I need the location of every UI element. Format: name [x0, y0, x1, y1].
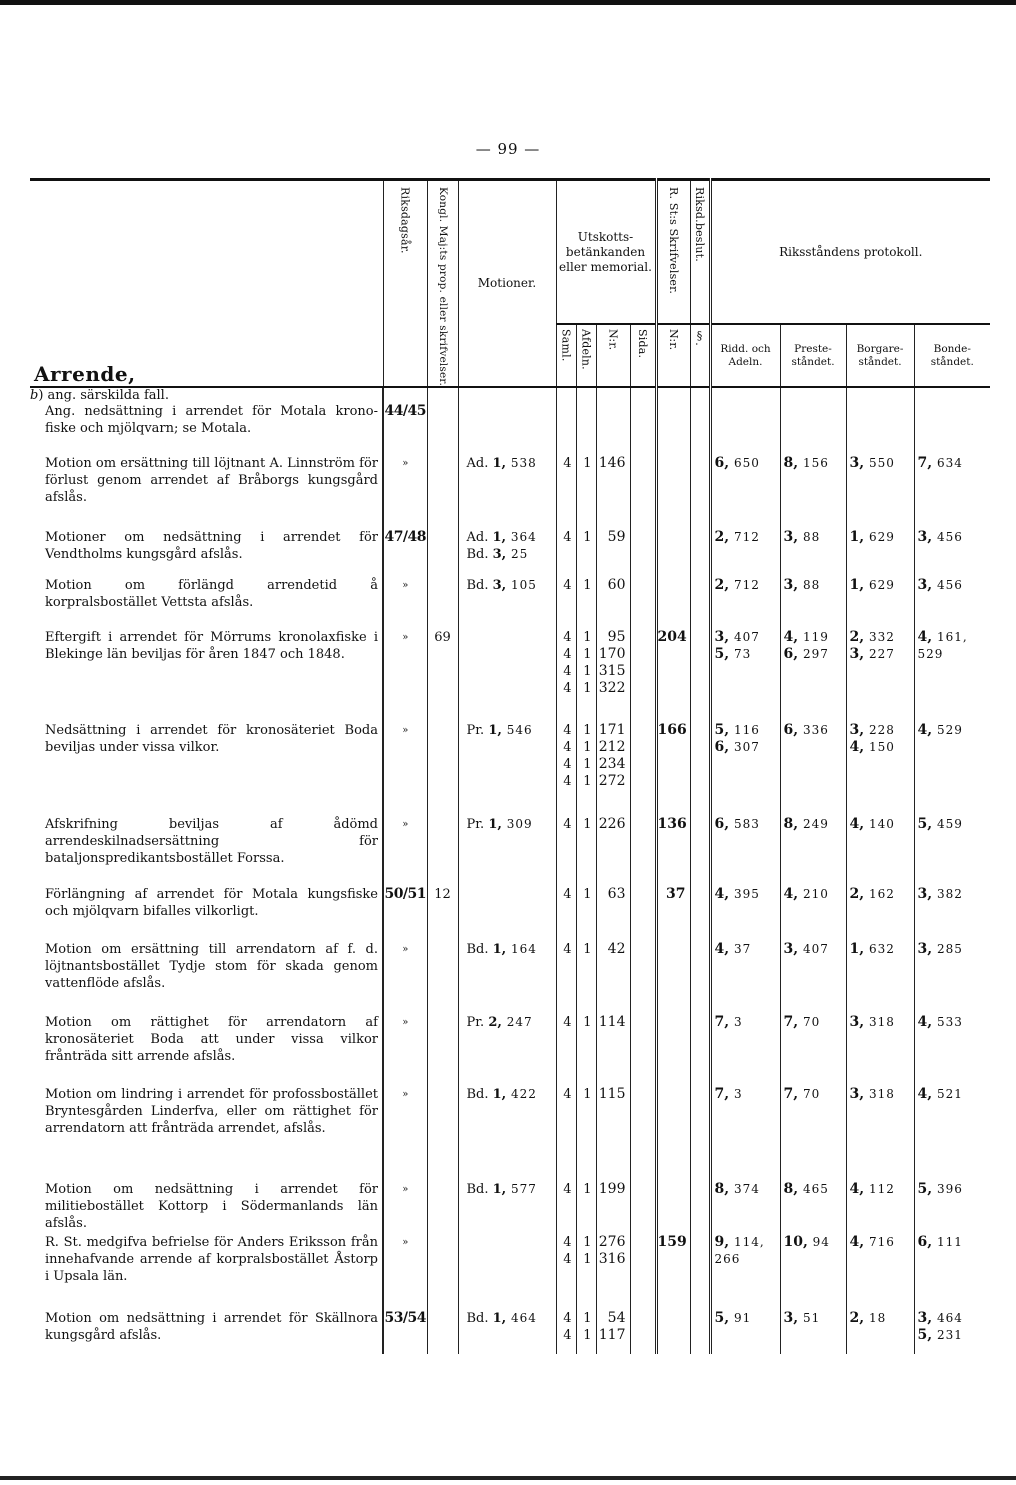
- rst-nr-cell: 37: [656, 886, 690, 941]
- utskott-nr-cell: 276 316: [596, 1234, 630, 1310]
- table-row: [30, 1310, 990, 1354]
- ridd-cell: 4, 395: [710, 886, 780, 941]
- rst-nr-cell: [656, 941, 690, 1014]
- borgare-cell: 1, 629: [846, 577, 914, 629]
- table-header: [30, 180, 990, 388]
- sida-cell: [630, 1234, 656, 1310]
- samling-cell: 4: [556, 1181, 576, 1234]
- afdelning-cell: 1: [576, 529, 596, 577]
- paragraf-cell: [690, 629, 710, 722]
- afdelning-cell: 1 1: [576, 1310, 596, 1354]
- preste-cell: 3, 51: [780, 1310, 846, 1354]
- table-row: [30, 816, 990, 886]
- preste-cell: [780, 403, 846, 455]
- bonde-cell: 7, 634: [914, 455, 990, 529]
- borgare-cell: 2, 18: [846, 1310, 914, 1354]
- sida-cell: [630, 403, 656, 455]
- ridd-cell: 7, 3: [710, 1014, 780, 1086]
- riksdagsar-cell: 53/54: [383, 1310, 427, 1354]
- samling-cell: 4 4: [556, 1310, 576, 1354]
- rst-nr-cell: 204: [656, 629, 690, 722]
- preste-cell: 4, 210: [780, 886, 846, 941]
- sida-cell: [630, 722, 656, 816]
- borgare-cell: [846, 403, 914, 455]
- afdelning-cell: 1 1: [576, 1234, 596, 1310]
- motion-ref: Pr. 1, 309: [458, 816, 556, 886]
- motion-ref: [458, 403, 556, 455]
- header-rst-skrifvelser: R. St:s Skrifvelser.: [656, 180, 690, 325]
- bonde-cell: 5, 396: [914, 1181, 990, 1234]
- entry-description: Förlängning af arrendet för Motala kungsfiske och mjölqvarn bifalles vilkorligt.: [45, 887, 378, 920]
- sida-cell: [630, 886, 656, 941]
- sida-cell: [630, 1014, 656, 1086]
- motion-ref: Pr. 2, 247: [458, 1014, 556, 1086]
- sida-cell: [630, 1310, 656, 1354]
- riksdagsar-cell: »: [383, 1181, 427, 1234]
- riksdagsar-cell: »: [383, 455, 427, 529]
- samling-cell: 4: [556, 455, 576, 529]
- sida-cell: [630, 1181, 656, 1234]
- paragraf-cell: [690, 886, 710, 941]
- riksdagsar-cell: »: [383, 629, 427, 722]
- preste-cell: 4, 119 6, 297: [780, 629, 846, 722]
- kongl-prop-cell: 69: [427, 629, 458, 722]
- kongl-prop-cell: [427, 403, 458, 455]
- ridd-cell: 5, 91: [710, 1310, 780, 1354]
- bonde-cell: 4, 161, 529: [914, 629, 990, 722]
- motion-ref: Bd. 1, 577: [458, 1181, 556, 1234]
- kongl-prop-cell: [427, 577, 458, 629]
- ridd-cell: 6, 583: [710, 816, 780, 886]
- rst-nr-cell: [656, 1310, 690, 1354]
- table-body: [30, 387, 990, 1354]
- borgare-cell: 3, 318: [846, 1014, 914, 1086]
- kongl-prop-cell: [427, 816, 458, 886]
- sida-cell: [630, 577, 656, 629]
- entry-description: Motion om ersättning till arrendatorn af f. d. löjtnantsbostället Tydje stom för skada genom vattenflöde afslås.: [45, 942, 378, 992]
- header-samling: Saml.: [556, 324, 576, 387]
- header-borgare: Borgare-ståndet.: [846, 324, 914, 387]
- ridd-cell: 2, 712: [710, 529, 780, 577]
- table-row: [30, 1014, 990, 1086]
- bonde-cell: 4, 533: [914, 1014, 990, 1086]
- header-riksdagsar: Riksdagsår.: [383, 180, 427, 388]
- afdelning-cell: 1: [576, 1014, 596, 1086]
- kongl-prop-cell: [427, 722, 458, 816]
- motion-ref: [458, 886, 556, 941]
- section-title-cell: [30, 180, 383, 388]
- entry-description: Motion om förlängd arrendetid å korpralsbostället Vettsta afslås.: [45, 578, 378, 611]
- sida-cell: [630, 941, 656, 1014]
- motion-ref: Bd. 1, 464: [458, 1310, 556, 1354]
- preste-cell: 8, 465: [780, 1181, 846, 1234]
- paragraf-cell: [690, 816, 710, 886]
- header-bonde: Bonde-ståndet.: [914, 324, 990, 387]
- entry-description: Motion om nedsättning i arrendet för Skällnora kungsgård afslås.: [45, 1311, 378, 1344]
- header-rst-nr: N:r.: [656, 324, 690, 387]
- header-protokoll: Riksståndens protokoll.: [710, 180, 990, 325]
- motion-ref: [458, 1234, 556, 1310]
- ridd-cell: 5, 116 6, 307: [710, 722, 780, 816]
- afdelning-cell: 1: [576, 1086, 596, 1181]
- table-row: [30, 629, 990, 722]
- kongl-prop-cell: [427, 941, 458, 1014]
- samling-cell: 4 4 4 4: [556, 722, 576, 816]
- bonde-cell: 3, 464 5, 231: [914, 1310, 990, 1354]
- bonde-cell: 3, 456: [914, 529, 990, 577]
- bonde-cell: 3, 285: [914, 941, 990, 1014]
- motion-ref: Bd. 3, 105: [458, 577, 556, 629]
- utskott-nr-cell: 54 117: [596, 1310, 630, 1354]
- section-title: Arrende,: [34, 362, 136, 387]
- samling-cell: 4 4: [556, 1234, 576, 1310]
- preste-cell: 3, 88: [780, 529, 846, 577]
- bonde-cell: 6, 111: [914, 1234, 990, 1310]
- afdelning-cell: 1: [576, 1181, 596, 1234]
- paragraf-cell: [690, 722, 710, 816]
- preste-cell: 7, 70: [780, 1014, 846, 1086]
- ledger-table: [30, 178, 990, 1354]
- kongl-prop-cell: [427, 1234, 458, 1310]
- preste-cell: 7, 70: [780, 1086, 846, 1181]
- utskott-nr-cell: 63: [596, 886, 630, 941]
- utskott-nr-cell: 226: [596, 816, 630, 886]
- bottom-rule: [0, 1476, 1016, 1480]
- afdelning-cell: 1 1 1 1: [576, 629, 596, 722]
- utskott-nr-cell: 60: [596, 577, 630, 629]
- bonde-cell: 5, 459: [914, 816, 990, 886]
- preste-cell: 8, 156: [780, 455, 846, 529]
- bonde-cell: [914, 403, 990, 455]
- samling-cell: 4: [556, 816, 576, 886]
- table-row: [30, 455, 990, 529]
- borgare-cell: 2, 162: [846, 886, 914, 941]
- utskott-nr-cell: 42: [596, 941, 630, 1014]
- utskott-nr-cell: 199: [596, 1181, 630, 1234]
- riksdagsar-cell: »: [383, 816, 427, 886]
- motion-ref: Bd. 1, 164: [458, 941, 556, 1014]
- afdelning-cell: 1: [576, 816, 596, 886]
- table-row: [30, 1234, 990, 1310]
- table-row: [30, 577, 990, 629]
- ridd-cell: 3, 407 5, 73: [710, 629, 780, 722]
- table-row: [30, 886, 990, 941]
- kongl-prop-cell: 12: [427, 886, 458, 941]
- bonde-cell: 3, 382: [914, 886, 990, 941]
- header-ridd: Ridd. och Adeln.: [710, 324, 780, 387]
- kongl-prop-cell: [427, 1310, 458, 1354]
- borgare-cell: 3, 318: [846, 1086, 914, 1181]
- paragraf-cell: [690, 403, 710, 455]
- motion-ref: Ad. 1, 538: [458, 455, 556, 529]
- paragraf-cell: [690, 1181, 710, 1234]
- riksdagsar-cell: »: [383, 1234, 427, 1310]
- riksdagsar-cell: »: [383, 577, 427, 629]
- borgare-cell: 4, 112: [846, 1181, 914, 1234]
- afdelning-cell: 1: [576, 886, 596, 941]
- borgare-cell: 4, 140: [846, 816, 914, 886]
- page-number: — 99 —: [475, 140, 541, 158]
- samling-cell: 4: [556, 941, 576, 1014]
- sida-cell: [630, 816, 656, 886]
- table-row: [30, 941, 990, 1014]
- ridd-cell: 2, 712: [710, 577, 780, 629]
- paragraf-cell: [690, 1014, 710, 1086]
- paragraf-cell: [690, 455, 710, 529]
- header-riksd-beslut: Riksd.beslut.: [690, 180, 710, 325]
- preste-cell: 6, 336: [780, 722, 846, 816]
- rst-nr-cell: 166: [656, 722, 690, 816]
- entry-description: R. St. medgifva befrielse för Anders Eriksson från innehafvande arrende af korpralsbostället Åstorp i Upsala län.: [45, 1235, 378, 1285]
- preste-cell: 3, 88: [780, 577, 846, 629]
- afdelning-cell: [576, 403, 596, 455]
- utskott-nr-cell: 171 212 234 272: [596, 722, 630, 816]
- paragraf-cell: [690, 1310, 710, 1354]
- header-motioner: Motioner.: [458, 180, 556, 388]
- riksdagsar-cell: 47/48: [383, 529, 427, 577]
- afdelning-cell: 1: [576, 577, 596, 629]
- rst-nr-cell: [656, 1086, 690, 1181]
- ridd-cell: 4, 37: [710, 941, 780, 1014]
- table-row: [30, 1181, 990, 1234]
- subsection-label: b) ang. särskilda fall.: [30, 388, 169, 404]
- header-paragraf: §.: [690, 324, 710, 387]
- paragraf-cell: [690, 529, 710, 577]
- table-row: [30, 403, 990, 455]
- entry-description: Afskrifning beviljas af ådömd arrendeskilnadsersättning för bataljonspredikantsbostället Forssa.: [45, 817, 378, 867]
- preste-cell: 8, 249: [780, 816, 846, 886]
- rst-nr-cell: [656, 1014, 690, 1086]
- rst-nr-cell: 159: [656, 1234, 690, 1310]
- rst-nr-cell: 136: [656, 816, 690, 886]
- sida-cell: [630, 455, 656, 529]
- header-sida: Sida.: [630, 324, 656, 387]
- motion-ref: Bd. 1, 422: [458, 1086, 556, 1181]
- riksdagsar-cell: »: [383, 722, 427, 816]
- utskott-nr-cell: 146: [596, 455, 630, 529]
- rst-nr-cell: [656, 577, 690, 629]
- paragraf-cell: [690, 1234, 710, 1310]
- rst-nr-cell: [656, 403, 690, 455]
- kongl-prop-cell: [427, 1086, 458, 1181]
- paragraf-cell: [690, 941, 710, 1014]
- paragraf-cell: [690, 1086, 710, 1181]
- entry-description: Motion om lindring i arrendet för profossbostället Bryntesgården Linderfva, eller om rättighet för arrendatorn att frånträda arrendet, afslås.: [45, 1087, 378, 1137]
- ridd-cell: 9, 114, 266: [710, 1234, 780, 1310]
- afdelning-cell: 1: [576, 941, 596, 1014]
- kongl-prop-cell: [427, 1014, 458, 1086]
- utskott-nr-cell: 59: [596, 529, 630, 577]
- riksdagsar-cell: 50/51: [383, 886, 427, 941]
- entry-description: Nedsättning i arrendet för kronosäteriet Boda beviljas under vissa vilkor.: [45, 723, 378, 756]
- riksdagsar-cell: »: [383, 1014, 427, 1086]
- samling-cell: 4: [556, 886, 576, 941]
- afdelning-cell: 1: [576, 455, 596, 529]
- table-row: [30, 529, 990, 577]
- samling-cell: 4 4 4 4: [556, 629, 576, 722]
- ridd-cell: 7, 3: [710, 1086, 780, 1181]
- subsection-row: [30, 387, 990, 403]
- header-preste: Preste-ståndet.: [780, 324, 846, 387]
- samling-cell: 4: [556, 577, 576, 629]
- entry-description: Ang. nedsättning i arrendet för Motala krono-fiske och mjölqvarn; se Motala.: [45, 404, 378, 437]
- samling-cell: 4: [556, 1086, 576, 1181]
- riksdagsar-cell: »: [383, 1086, 427, 1181]
- samling-cell: 4: [556, 1014, 576, 1086]
- riksdagsar-cell: 44/45: [383, 403, 427, 455]
- borgare-cell: 3, 550: [846, 455, 914, 529]
- entry-description: Eftergift i arrendet för Mörrums kronolaxfiske i Blekinge län beviljas för åren 1847 och 1848.: [45, 630, 378, 663]
- samling-cell: [556, 403, 576, 455]
- rst-nr-cell: [656, 455, 690, 529]
- utskott-nr-cell: [596, 403, 630, 455]
- motion-ref: Pr. 1, 546: [458, 722, 556, 816]
- riksdagsar-cell: »: [383, 941, 427, 1014]
- afdelning-cell: 1 1 1 1: [576, 722, 596, 816]
- header-nr: N:r.: [596, 324, 630, 387]
- kongl-prop-cell: [427, 1181, 458, 1234]
- entry-description: Motion om ersättning till löjtnant A. Linnström för förlust genom arrendet af Bråborgs kungsgård afslås.: [45, 456, 378, 506]
- utskott-nr-cell: 95 170 315 322: [596, 629, 630, 722]
- ridd-cell: [710, 403, 780, 455]
- rst-nr-cell: [656, 1181, 690, 1234]
- borgare-cell: 1, 632: [846, 941, 914, 1014]
- entry-description: Motion om nedsättning i arrendet för militiebostället Kottorp i Södermanlands län afslås.: [45, 1182, 378, 1232]
- bonde-cell: 4, 529: [914, 722, 990, 816]
- kongl-prop-cell: [427, 455, 458, 529]
- samling-cell: 4: [556, 529, 576, 577]
- borgare-cell: 4, 716: [846, 1234, 914, 1310]
- sida-cell: [630, 529, 656, 577]
- ridd-cell: 8, 374: [710, 1181, 780, 1234]
- header-utskotts: Utskotts-betänkanden eller memorial.: [556, 180, 656, 325]
- header-kongl-prop: Kongl. Maj:ts prop. eller skrifvelser.: [427, 180, 458, 388]
- entry-description: Motion om rättighet för arrendatorn af kronosäteriet Boda att under vissa vilkor frånträda sitt arrende afslås.: [45, 1015, 378, 1065]
- utskott-nr-cell: 114: [596, 1014, 630, 1086]
- motion-ref: Ad. 1, 364 Bd. 3, 25: [458, 529, 556, 577]
- paragraf-cell: [690, 577, 710, 629]
- bonde-cell: 3, 456: [914, 577, 990, 629]
- kongl-prop-cell: [427, 529, 458, 577]
- sida-cell: [630, 1086, 656, 1181]
- bonde-cell: 4, 521: [914, 1086, 990, 1181]
- borgare-cell: 1, 629: [846, 529, 914, 577]
- table-row: [30, 1086, 990, 1181]
- motion-ref: [458, 629, 556, 722]
- header-afdelning: Afdeln.: [576, 324, 596, 387]
- utskott-nr-cell: 115: [596, 1086, 630, 1181]
- borgare-cell: 2, 332 3, 227: [846, 629, 914, 722]
- preste-cell: 3, 407: [780, 941, 846, 1014]
- rst-nr-cell: [656, 529, 690, 577]
- borgare-cell: 3, 228 4, 150: [846, 722, 914, 816]
- sida-cell: [630, 629, 656, 722]
- top-rule: [0, 0, 1016, 5]
- ridd-cell: 6, 650: [710, 455, 780, 529]
- preste-cell: 10, 94: [780, 1234, 846, 1310]
- entry-description: Motioner om nedsättning i arrendet för Vendtholms kungsgård afslås.: [45, 530, 378, 563]
- table-row: [30, 722, 990, 816]
